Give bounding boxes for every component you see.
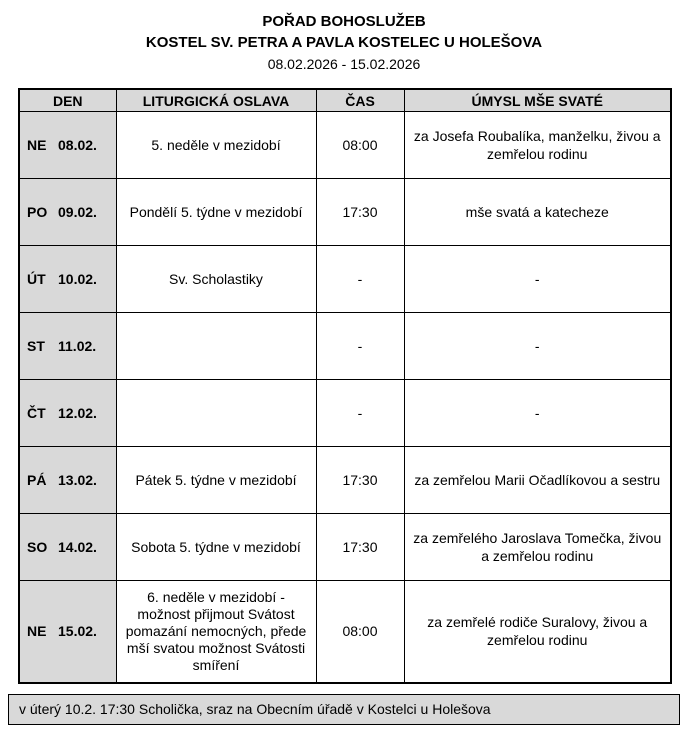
day-date: 15.02. xyxy=(58,623,97,640)
time-cell: 17:30 xyxy=(316,179,404,246)
intention-cell: za Josefa Roubalíka, manželku, živou a zemřelou rodinu xyxy=(404,112,671,179)
day-abbr: ÚT xyxy=(27,271,46,287)
col-header-time: ČAS xyxy=(316,89,404,112)
time-cell: 08:00 xyxy=(316,112,404,179)
day-date: 11.02. xyxy=(58,338,97,354)
intention-cell: za zemřelou Marii Očadlíkovou a sestru xyxy=(404,447,671,514)
table-row xyxy=(19,246,671,313)
celebration-cell xyxy=(116,380,316,447)
celebration-cell: 5. neděle v mezidobí xyxy=(116,112,316,179)
day-abbr: NE xyxy=(27,137,47,153)
celebration-cell xyxy=(116,313,316,380)
day-cell xyxy=(19,447,116,514)
time-cell: - xyxy=(316,313,404,380)
day-cell xyxy=(19,246,116,313)
day-date: 09.02. xyxy=(58,204,97,220)
col-header-day: DEN xyxy=(19,89,116,112)
intention-cell: - xyxy=(404,313,671,380)
intention-cell: mše svatá a katecheze xyxy=(404,179,671,246)
time-cell: 08:00 xyxy=(316,581,404,683)
footer-note: v úterý 10.2. 17:30 Scholička, sraz na Obecním úřadě v Kostelci u Holešova xyxy=(8,694,680,725)
celebration-cell: Pondělí 5. týdne v mezidobí xyxy=(116,179,316,246)
day-abbr: SO xyxy=(27,539,48,555)
day-cell xyxy=(19,514,116,581)
celebration-cell: Sobota 5. týdne v mezidobí xyxy=(116,514,316,581)
time-cell: 17:30 xyxy=(316,514,404,581)
time-cell: - xyxy=(316,380,404,447)
celebration-cell: 6. neděle v mezidobí - možnost přijmout Svátost pomazání nemocných, přede mší svatou možnost Svátosti smíření xyxy=(116,581,316,683)
intention-cell: za zemřelého Jaroslava Tomečka, živou a zemřelou rodinu xyxy=(404,514,671,581)
celebration-cell: Sv. Scholastiky xyxy=(116,246,316,313)
day-date: 12.02. xyxy=(58,405,97,421)
schedule-table xyxy=(18,88,672,684)
day-abbr: PÁ xyxy=(27,472,47,488)
celebration-cell: Pátek 5. týdne v mezidobí xyxy=(116,447,316,514)
day-abbr: NE xyxy=(27,623,47,640)
day-abbr: ČT xyxy=(27,405,46,421)
day-abbr: PO xyxy=(27,204,48,220)
time-cell: - xyxy=(316,246,404,313)
page-title: POŘAD BOHOSLUŽEB xyxy=(262,13,426,30)
day-cell xyxy=(19,179,116,246)
day-cell xyxy=(19,313,116,380)
intention-cell: - xyxy=(404,246,671,313)
day-date: 14.02. xyxy=(58,539,97,555)
intention-cell: - xyxy=(404,380,671,447)
day-cell xyxy=(19,380,116,447)
day-date: 13.02. xyxy=(58,472,97,488)
col-header-intention: ÚMYSL MŠE SVATÉ xyxy=(404,89,671,112)
day-abbr: ST xyxy=(27,338,45,354)
day-cell xyxy=(19,581,116,683)
intention-cell: za zemřelé rodiče Suralovy, živou a zemřelou rodinu xyxy=(404,581,671,683)
table-row xyxy=(19,313,671,380)
date-range: 08.02.2026 - 15.02.2026 xyxy=(267,56,421,72)
col-header-celebration: LITURGICKÁ OSLAVA xyxy=(116,89,316,112)
document-header xyxy=(0,0,688,75)
table-header-row xyxy=(19,89,671,112)
day-date: 10.02. xyxy=(58,271,97,287)
table-row xyxy=(19,514,671,581)
table-row xyxy=(19,447,671,514)
day-cell xyxy=(19,112,116,179)
time-cell: 17:30 xyxy=(316,447,404,514)
table-row xyxy=(19,112,671,179)
day-date: 08.02. xyxy=(58,137,97,153)
table-row xyxy=(19,179,671,246)
table-row xyxy=(19,380,671,447)
table-row xyxy=(19,581,671,683)
church-name: KOSTEL SV. PETRA A PAVLA KOSTELEC U HOLEŠOVA xyxy=(145,34,543,51)
